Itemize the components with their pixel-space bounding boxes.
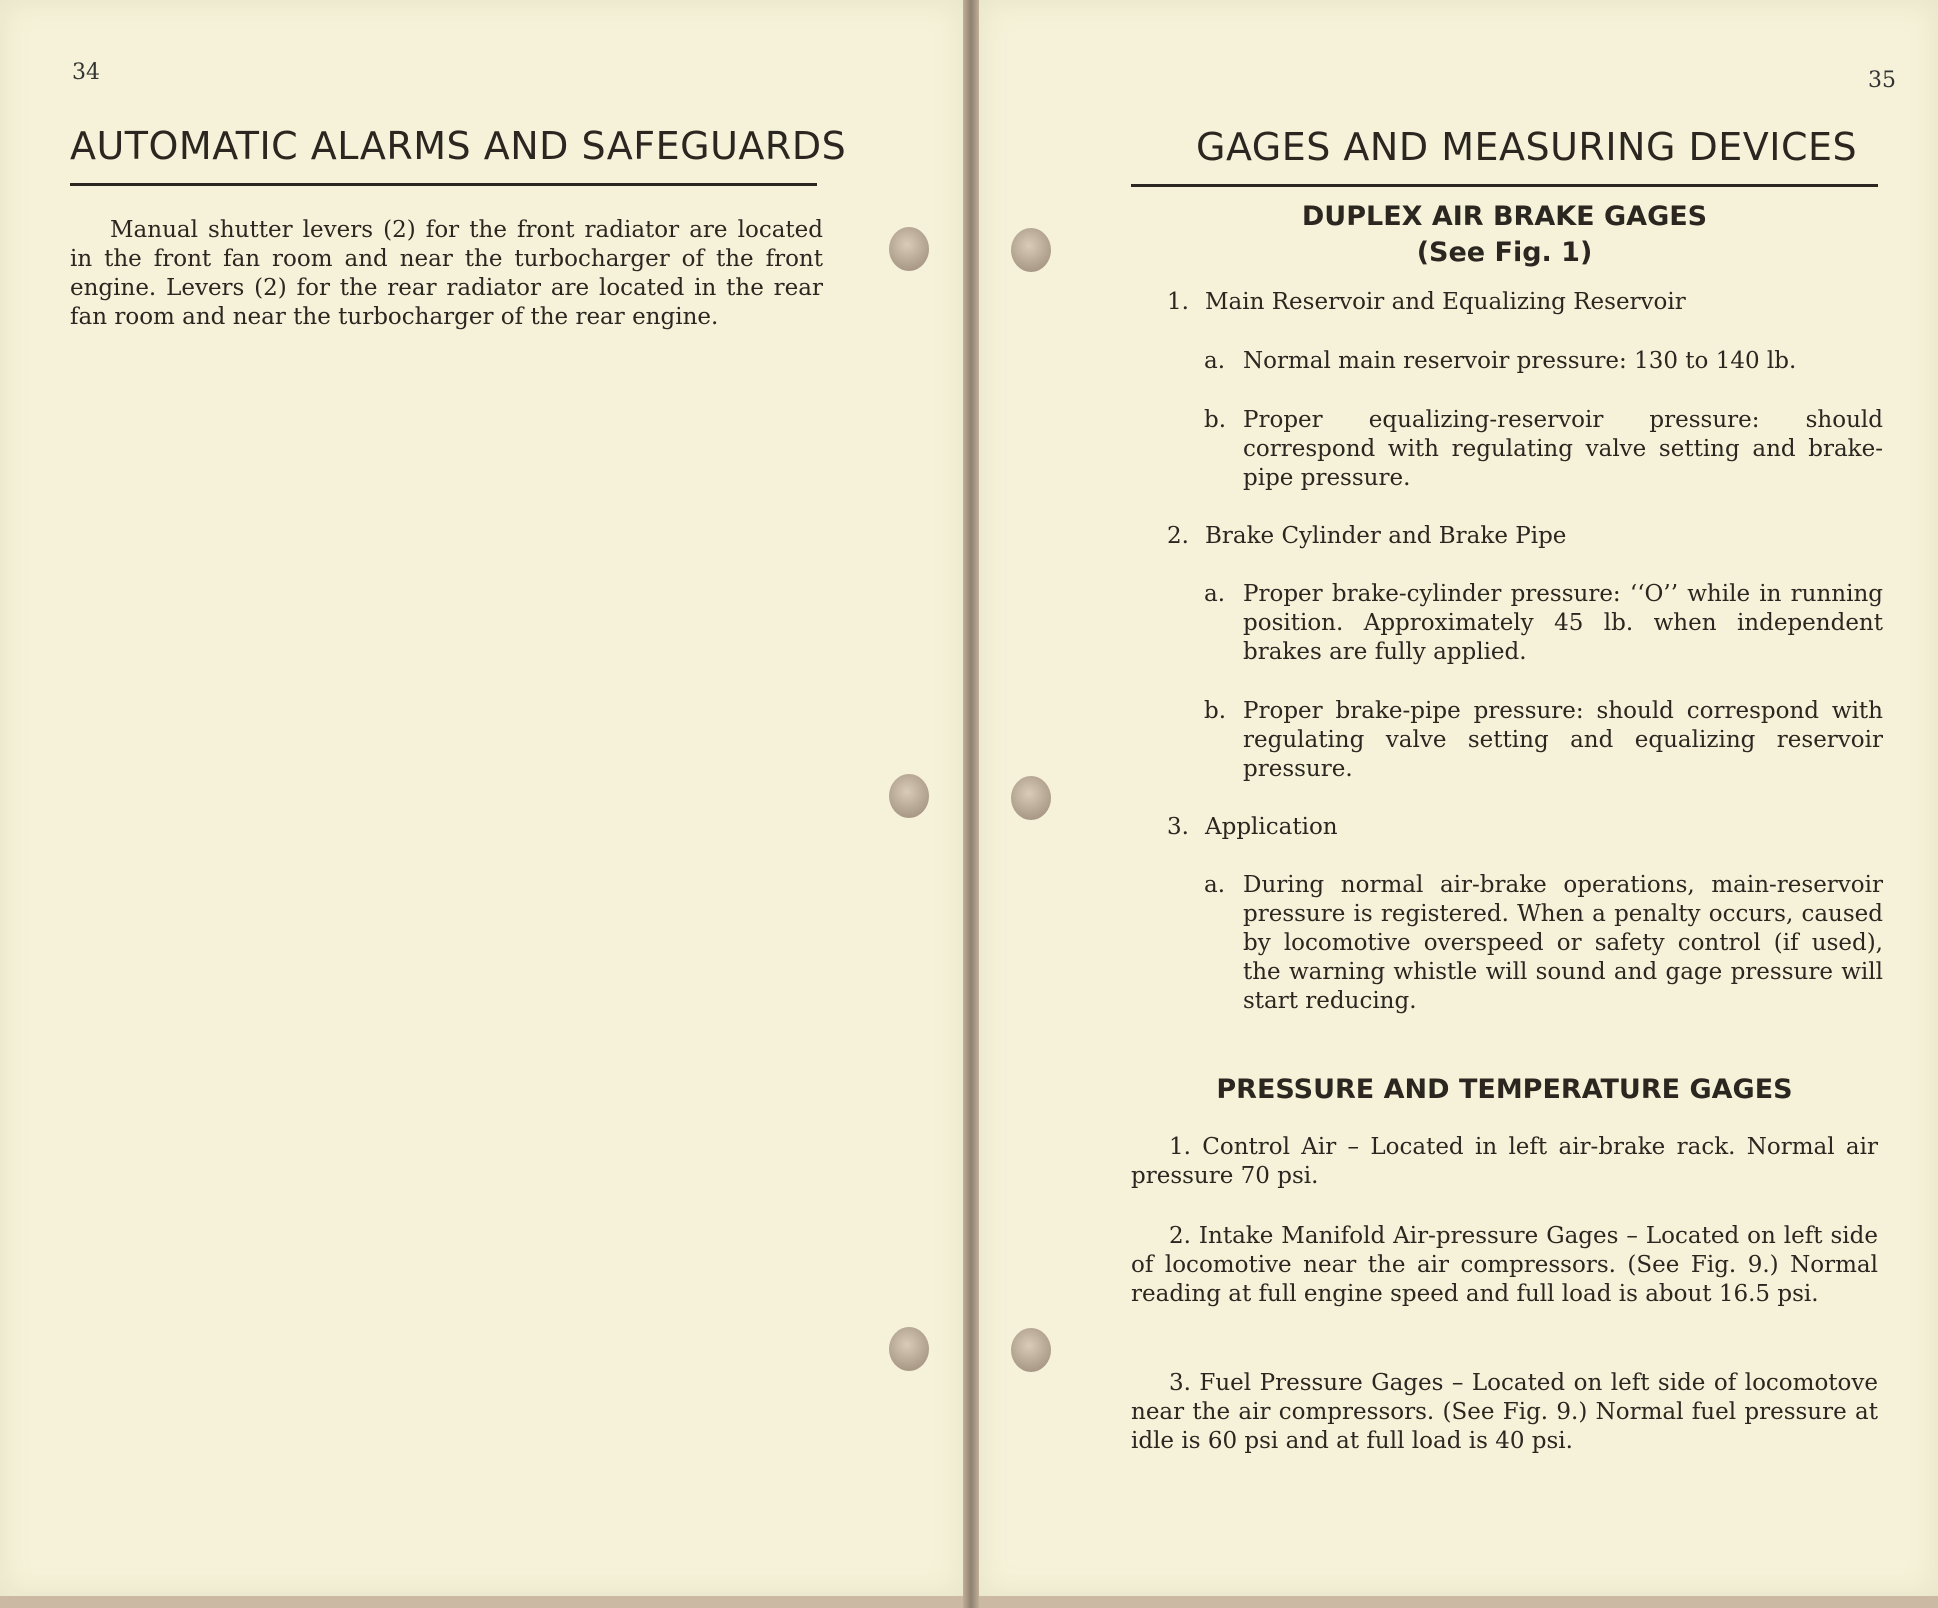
item-number: 3.	[1167, 814, 1189, 840]
body-paragraph: 1. Control Air – Located in left air-brake rack. Normal air pressure 70 psi.	[1131, 1134, 1878, 1189]
item-label: Application	[1205, 814, 1338, 840]
binder-hole	[1011, 1328, 1051, 1372]
section-heading: DUPLEX AIR BRAKE GAGES	[1301, 201, 1708, 232]
page-number: 34	[72, 60, 100, 85]
page-number: 35	[1868, 68, 1896, 93]
section-subheading: (See Fig. 1)	[1416, 237, 1593, 268]
sub-item-text: Proper brake-cylinder pressure: ‘‘O’’ while in running position. Approximately 45 lb. when independent brakes are fully applied.	[1243, 581, 1883, 665]
item-number: 2.	[1167, 523, 1189, 549]
item-number: 1.	[1167, 289, 1189, 315]
binder-hole	[889, 1327, 929, 1371]
sub-item-letter: a.	[1204, 348, 1226, 374]
page-title: AUTOMATIC ALARMS AND SAFEGUARDS	[70, 124, 847, 168]
left-page	[0, 0, 963, 1596]
sub-item-letter: b.	[1204, 698, 1227, 724]
body-paragraph: 2. Intake Manifold Air-pressure Gages – Located on left side of locomotive near the air compressors. (See Fig. 9.) Normal reading at full engine speed and full load is about 16.5 psi.	[1131, 1223, 1878, 1307]
binder-hole	[889, 774, 929, 818]
body-paragraph: 3. Fuel Pressure Gages – Located on left side of locomotove near the air compressors. (See Fig. 9.) Normal fuel pressure at idle is 60 psi and at full load is 40 psi.	[1131, 1370, 1878, 1454]
sub-item-letter: a.	[1204, 872, 1226, 898]
binder-hole	[1011, 776, 1051, 820]
sub-item-text: During normal air-brake operations, main-reservoir pressure is registered. When a penalty occurs, caused by locomotive overspeed or safety control (if used), the warning whistle will sound and gage pressure will start reducing.	[1243, 872, 1883, 1014]
right-page	[979, 0, 1938, 1596]
sub-item-letter: a.	[1204, 581, 1226, 607]
binder-hole	[1011, 228, 1051, 272]
body-paragraph: Manual shutter levers (2) for the front radiator are located in the front fan room and near the turbocharger of the front engine. Levers (2) for the rear radiator are located in the rear fan room and near the turbocharger of the rear engine.	[70, 217, 823, 330]
book-gutter	[963, 0, 979, 1608]
title-rule	[70, 183, 817, 186]
item-label: Main Reservoir and Equalizing Reservoir	[1205, 289, 1686, 315]
sub-item-text: Normal main reservoir pressure: 130 to 140 lb.	[1243, 348, 1797, 374]
sub-item-text: Proper brake-pipe pressure: should correspond with regulating valve setting and equalizing reservoir pressure.	[1243, 698, 1883, 782]
page-title: GAGES AND MEASURING DEVICES	[1196, 125, 1858, 169]
binder-hole	[889, 227, 929, 271]
sub-item-letter: b.	[1204, 407, 1227, 433]
sub-item-text: Proper equalizing-reservoir pressure: should correspond with regulating valve setting and brake-pipe pressure.	[1243, 407, 1883, 491]
section-heading: PRESSURE AND TEMPERATURE GAGES	[1216, 1074, 1793, 1105]
title-rule	[1131, 184, 1878, 187]
item-label: Brake Cylinder and Brake Pipe	[1205, 523, 1567, 549]
